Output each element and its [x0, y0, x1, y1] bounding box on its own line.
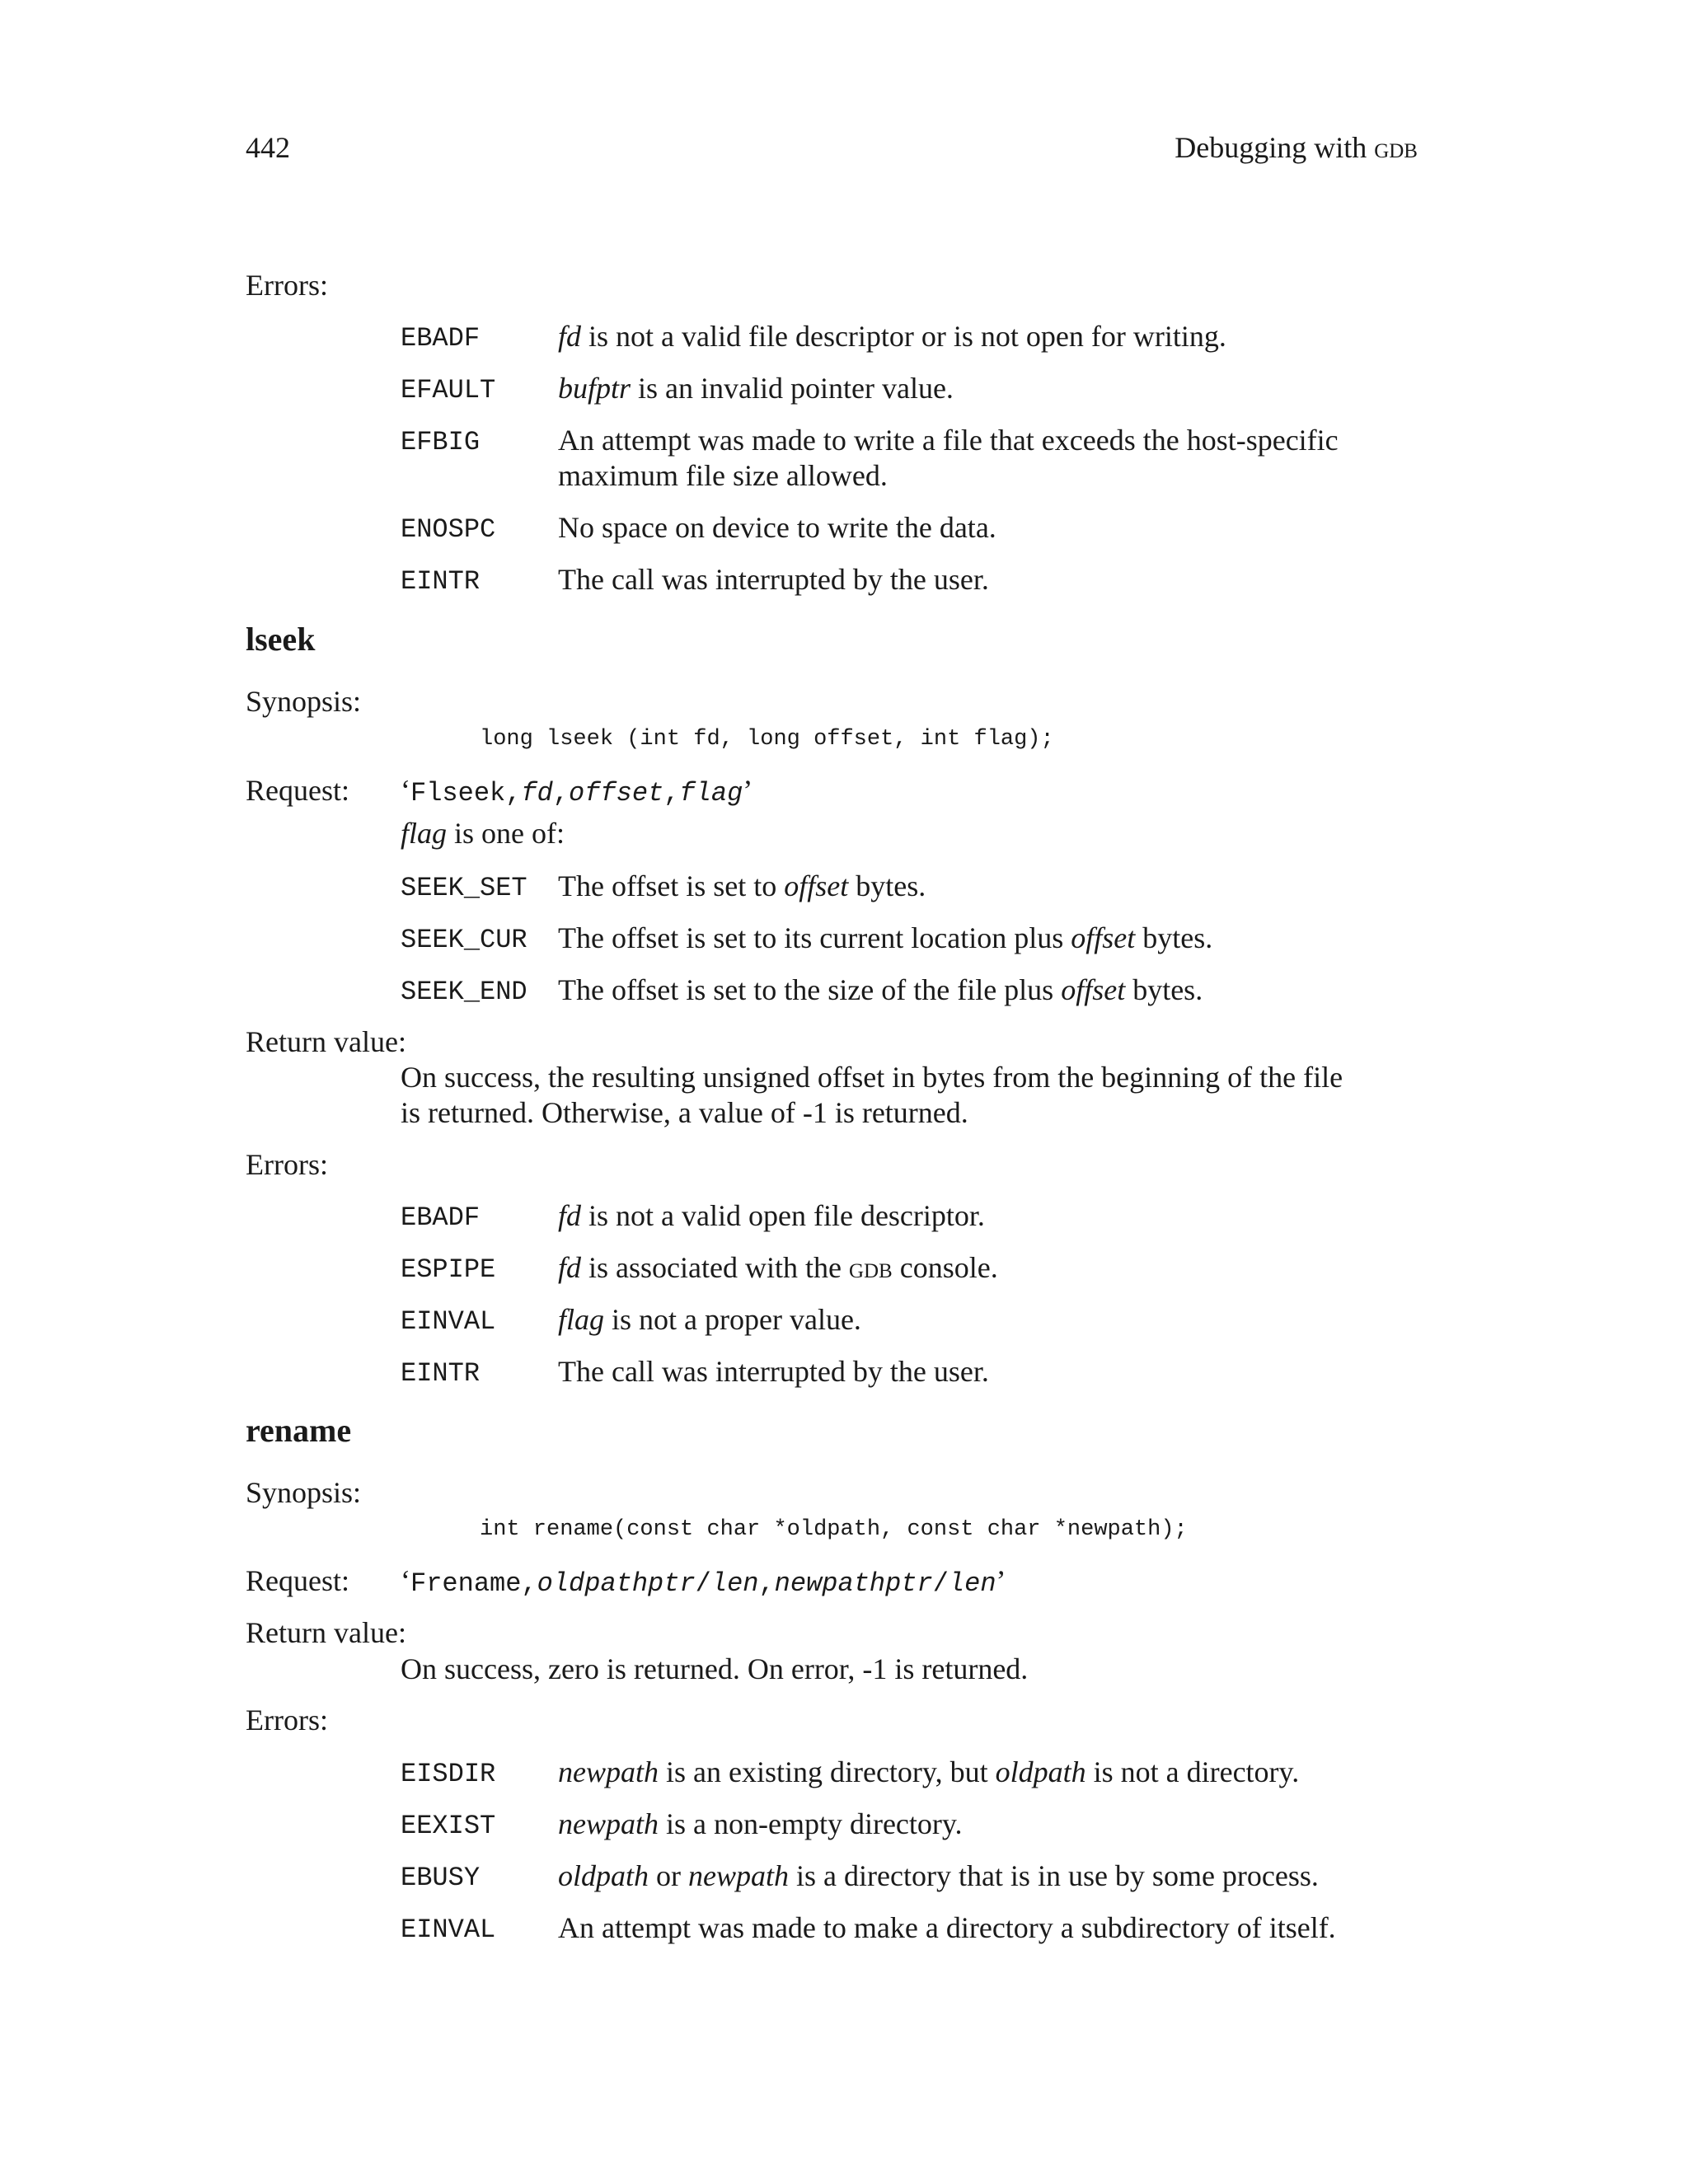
- return-value-label: Return value:: [246, 1616, 406, 1649]
- error-code: EINVAL: [401, 1915, 496, 1945]
- packet-sep: ,: [663, 778, 680, 808]
- desc-text: bytes.: [848, 869, 926, 902]
- arg-oldpath: oldpath: [558, 1859, 649, 1892]
- packet-arg: newpathptr: [774, 1568, 933, 1599]
- synopsis-label: Synopsis:: [246, 1476, 362, 1509]
- arg-offset: offset: [1061, 973, 1126, 1006]
- error-code: EINTR: [401, 566, 481, 597]
- arg-oldpath: oldpath: [995, 1755, 1086, 1788]
- arg-bufptr: bufptr: [558, 372, 631, 405]
- arg-newpath: newpath: [688, 1859, 790, 1892]
- error-description: The call was interrupted by the user.: [558, 563, 989, 596]
- errors-label: Errors:: [246, 269, 328, 302]
- return-value-text: On success, zero is returned. On error, -1 is returned.: [401, 1652, 1029, 1685]
- packet-arg: flag: [679, 778, 743, 808]
- error-code: EINTR: [401, 1358, 481, 1389]
- packet-sep: /: [932, 1568, 949, 1599]
- desc-text: is associated with the: [581, 1251, 849, 1284]
- error-description: [558, 1302, 861, 1337]
- error-code: ENOSPC: [401, 514, 496, 545]
- error-code: EBADF: [401, 323, 481, 354]
- packet-command: Frename,: [410, 1568, 537, 1599]
- return-value-label: Return value:: [246, 1025, 406, 1058]
- flag-intro-text: is one of:: [447, 817, 565, 850]
- section-heading-rename: rename: [246, 1412, 352, 1449]
- gdb-smallcaps: gdb: [848, 1251, 893, 1284]
- packet-sep: ,: [758, 1568, 775, 1599]
- error-code: EISDIR: [401, 1759, 496, 1789]
- errors-label: Errors:: [246, 1148, 328, 1181]
- error-description: No space on device to write the data.: [558, 511, 996, 544]
- desc-text: is a non-empty directory.: [659, 1807, 963, 1840]
- error-description-cont: maximum file size allowed.: [558, 459, 888, 492]
- desc-text: is a directory that is in use by some process.: [789, 1859, 1319, 1892]
- desc-text: bytes.: [1125, 973, 1203, 1006]
- arg-newpath: newpath: [558, 1755, 659, 1788]
- desc-text: is an invalid pointer value.: [631, 372, 954, 405]
- synopsis-code: int rename(const char *oldpath, const char *newpath);: [480, 1517, 1188, 1542]
- desc-text: The offset is set to the size of the file plus: [558, 973, 1062, 1006]
- error-code: EBUSY: [401, 1863, 481, 1893]
- packet-arg: offset: [569, 778, 664, 808]
- request-packet: [401, 773, 753, 808]
- packet-arg: oldpathptr: [537, 1568, 696, 1599]
- desc-text: is an existing directory, but: [659, 1755, 996, 1788]
- desc-text: console.: [892, 1251, 998, 1284]
- request-label: Request:: [246, 774, 349, 807]
- error-description: [558, 1250, 998, 1285]
- error-code: ESPIPE: [401, 1254, 496, 1285]
- synopsis-code: long lseek (int fd, long offset, int flag);: [480, 727, 1054, 752]
- arg-offset: offset: [784, 869, 849, 902]
- desc-text: is not a proper value.: [604, 1303, 861, 1336]
- running-title: [1175, 130, 1418, 165]
- packet-command: Flseek,: [410, 778, 522, 808]
- error-description: [558, 1198, 985, 1233]
- arg-fd: fd: [558, 1199, 582, 1232]
- packet-arg: fd: [521, 778, 553, 808]
- desc-text: is not a directory.: [1085, 1755, 1300, 1788]
- flag-intro: [401, 816, 565, 851]
- page-number: 442: [246, 131, 290, 164]
- desc-text: is not a valid open file descriptor.: [581, 1199, 985, 1232]
- arg-offset: offset: [1071, 921, 1136, 954]
- error-code: EFBIG: [401, 427, 481, 457]
- desc-text: or: [649, 1859, 689, 1892]
- packet-arg: len: [710, 1568, 759, 1599]
- error-description: The call was interrupted by the user.: [558, 1355, 989, 1388]
- return-value-text: On success, the resulting unsigned offset in bytes from the beginning of the file: [401, 1061, 1343, 1094]
- flag-description: [558, 869, 926, 903]
- packet-arg: len: [948, 1568, 996, 1599]
- arg-flag: flag: [401, 817, 448, 850]
- error-code: EEXIST: [401, 1811, 496, 1841]
- flag-code: SEEK_SET: [401, 873, 528, 903]
- errors-label: Errors:: [246, 1704, 328, 1736]
- error-code: EBADF: [401, 1202, 481, 1233]
- running-title-gdb: gdb: [1374, 131, 1418, 164]
- packet-sep: ,: [552, 778, 570, 808]
- flag-code: SEEK_CUR: [401, 925, 528, 955]
- section-heading-lseek: lseek: [246, 621, 316, 658]
- quote-close: ’: [996, 1564, 1006, 1597]
- error-description: [558, 1858, 1319, 1893]
- synopsis-label: Synopsis:: [246, 685, 362, 718]
- error-description: [558, 319, 1226, 354]
- arg-fd: fd: [558, 1251, 582, 1284]
- desc-text: is not a valid file descriptor or is not open for writing.: [581, 320, 1226, 353]
- quote-close: ’: [743, 774, 753, 807]
- desc-text: The offset is set to its current location plus: [558, 921, 1071, 954]
- packet-sep: /: [695, 1568, 711, 1599]
- arg-fd: fd: [558, 320, 582, 353]
- error-description: [558, 371, 954, 405]
- arg-newpath: newpath: [558, 1807, 659, 1840]
- error-description: [558, 1755, 1299, 1789]
- flag-description: [558, 921, 1212, 955]
- flag-code: SEEK_END: [401, 977, 528, 1007]
- error-code: EFAULT: [401, 375, 496, 405]
- request-packet: [401, 1563, 1006, 1599]
- arg-flag: flag: [558, 1303, 605, 1336]
- error-description: An attempt was made to make a directory a subdirectory of itself.: [558, 1911, 1336, 1944]
- desc-text: bytes.: [1135, 921, 1213, 954]
- desc-text: The offset is set to: [558, 869, 785, 902]
- error-description: An attempt was made to write a file that exceeds the host-specific: [558, 424, 1339, 457]
- quote-open: ‘: [401, 1564, 410, 1597]
- error-code: EINVAL: [401, 1306, 496, 1337]
- error-description: [558, 1807, 963, 1841]
- request-label: Request:: [246, 1564, 349, 1597]
- flag-description: [558, 972, 1203, 1007]
- running-title-text: Debugging with: [1175, 131, 1375, 164]
- quote-open: ‘: [401, 774, 410, 807]
- return-value-text-cont: is returned. Otherwise, a value of -1 is returned.: [401, 1096, 968, 1129]
